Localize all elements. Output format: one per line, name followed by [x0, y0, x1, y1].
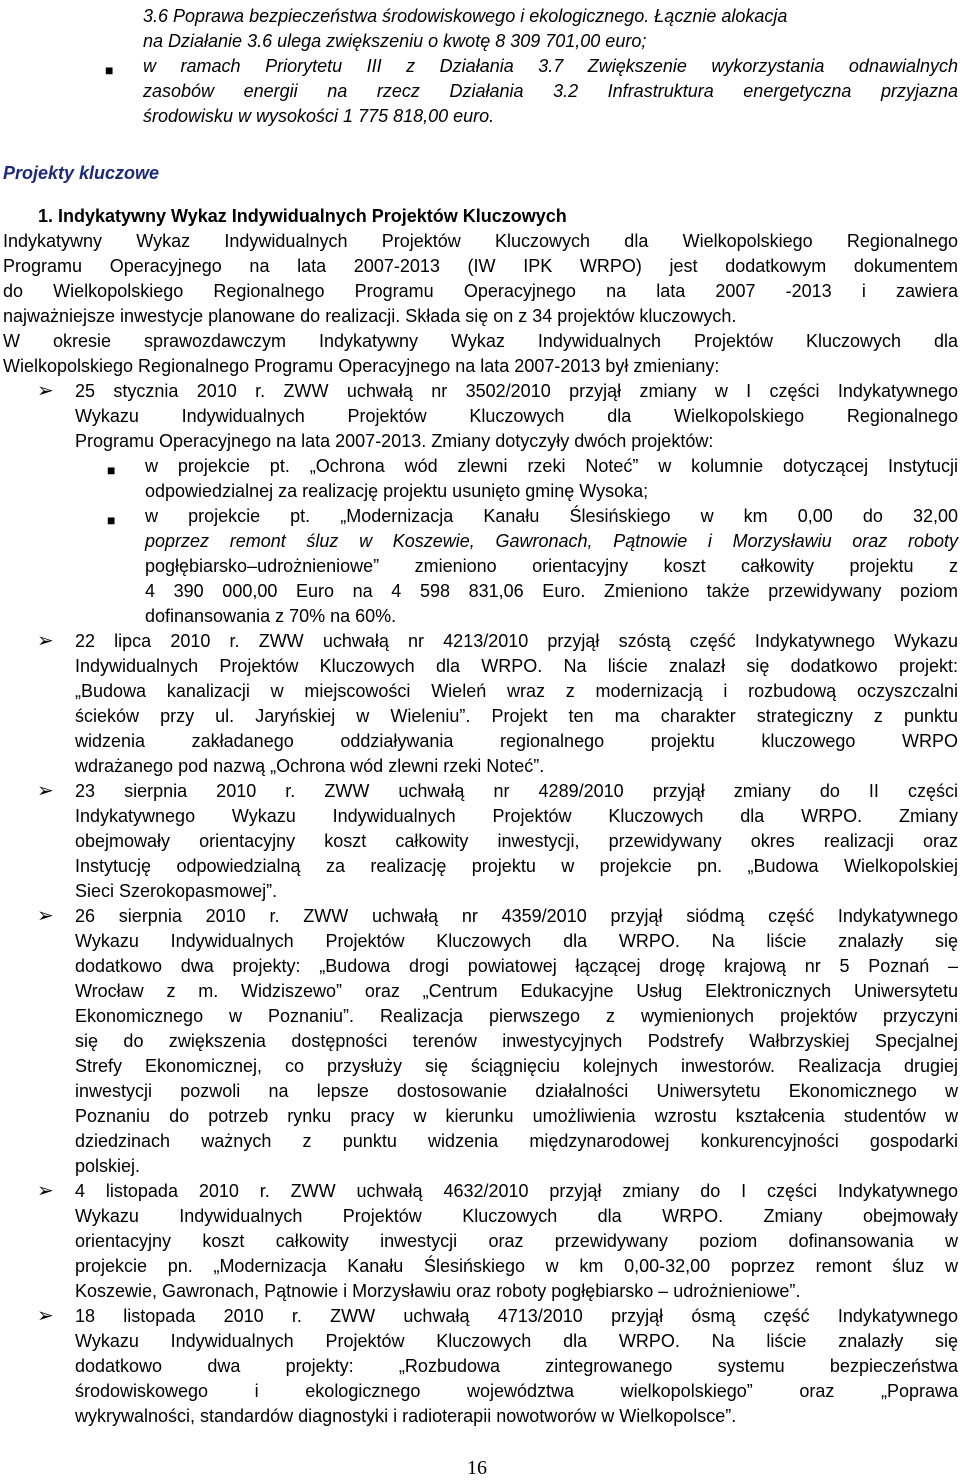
line-text: 4 390 000,00 Euro na 4 598 831,06 Euro. Zmieniono także przewidywany poziom	[145, 581, 958, 601]
line-text: zasobów energii na rzecz Działania 3.2 Infrastruktura energetyczna przyjazna	[143, 81, 958, 101]
line-text: pogłębiarsko–udrożnieniowe” zmieniono orientacyjny koszt całkowity projektu z	[145, 556, 958, 576]
line-text: Sieci Szerokopasmowej”.	[75, 881, 278, 901]
line-text: Wykazu Indywidualnych Projektów Kluczowych dla Wielkopolskiego Regionalnego	[75, 406, 958, 426]
line-text: Wielkopolskiego Regionalnego Programu Operacyjnego na lata 2007-2013 był zmieniany:	[3, 356, 720, 376]
line-text: orientacyjny koszt całkowity inwestycji oraz przewidywany poziom dofinansowania w	[75, 1231, 958, 1251]
line-text: w projekcie pt. „Ochrona wód zlewni rzeki Noteć” w kolumnie dotyczącej Instytucji	[145, 456, 958, 476]
arrow-bullet-icon: ➢	[37, 1305, 54, 1327]
line-text: Koszewie, Gawronach, Pątnowie i Morzysławiu oraz roboty pogłębiarsko – udrożnieniowe”.	[75, 1281, 801, 1301]
line-text: Instytucję odpowiedzialną za realizację projektu w projekcie pn. „Budowa Wielkopolskiej	[75, 856, 958, 876]
page-number: 16	[467, 1457, 487, 1479]
arrow-bullet-icon: ➢	[37, 905, 54, 927]
line-text: dodatkowo dwa projekty: „Rozbudowa zintegrowanego systemu bezpieczeństwa	[75, 1356, 958, 1376]
line-text: Indykatywnego Wykazu Indywidualnych Projektów Kluczowych dla WRPO. Zmiany	[75, 806, 958, 826]
line-text: środowisku w wysokości 1 775 818,00 euro.	[143, 106, 495, 126]
line-text: Programu Operacyjnego na lata 2007-2013 (IW IPK WRPO) jest dodatkowym dokumentem	[3, 256, 958, 276]
line-text: wdrażanego pod nazwą „Ochrona wód zlewni rzeki Noteć”.	[75, 756, 545, 776]
line-text: Strefy Ekonomicznej, co przysłuży się ściągnięciu kolejnych inwestorów. Realizacja drugiej	[75, 1056, 958, 1076]
line-text: 4 listopada 2010 r. ZWW uchwałą 4632/2010 przyjął zmiany do I części Indykatywnego	[75, 1181, 958, 1201]
line-text: polskiej.	[75, 1156, 141, 1176]
line-text: W okresie sprawozdawczym Indykatywny Wykaz Indywidualnych Projektów Kluczowych dla	[3, 331, 958, 351]
line-text: 23 sierpnia 2010 r. ZWW uchwałą nr 4289/2010 przyjął zmiany do II części	[75, 781, 958, 801]
line-text: Wykazu Indywidualnych Projektów Kluczowych dla WRPO. Na liście znalazły się	[75, 1331, 958, 1351]
line-text: Indykatywny Wykaz Indywidualnych Projektów Kluczowych dla Wielkopolskiego Regionalnego	[3, 231, 958, 251]
line-text: się do zwiększenia dostępności terenów inwestycyjnych Podstrefy Wałbrzyskiej Specjalnej	[75, 1031, 958, 1051]
line-text: projekcie pn. „Modernizacja Kanału Ślesińskiego w km 0,00-32,00 poprzez remont śluz w	[75, 1256, 958, 1276]
line-text: Wykazu Indywidualnych Projektów Kluczowych dla WRPO. Zmiany obejmowały	[75, 1206, 958, 1226]
line-text: w projekcie pt. „Modernizacja Kanału Ślesińskiego w km 0,00 do 32,00	[145, 506, 958, 526]
square-bullet-icon: ■	[107, 462, 116, 478]
line-text: najważniejsze inwestycje planowane do realizacji. Składa się on z 34 projektów kluczowych.	[3, 306, 737, 326]
line-text: 25 stycznia 2010 r. ZWW uchwałą nr 3502/2010 przyjął zmiany w I części Indykatywnego	[75, 381, 958, 401]
line-text: Programu Operacyjnego na lata 2007-2013. Zmiany dotyczyły dwóch projektów:	[75, 431, 714, 451]
line-text: odpowiedzialnej za realizację projektu usunięto gminę Wysoka;	[145, 481, 649, 501]
line-text: w ramach Priorytetu III z Działania 3.7 Zwiększenie wykorzystania odnawialnych	[143, 56, 958, 76]
line-text: obejmowały orientacyjny koszt całkowity inwestycji, przewidywany okres realizacji oraz	[75, 831, 958, 851]
line-text: 26 sierpnia 2010 r. ZWW uchwałą nr 4359/2010 przyjął siódmą część Indykatywnego	[75, 906, 958, 926]
line-text: „Budowa kanalizacji w miejscowości Wieleń wraz z modernizacją i rozbudową oczyszczalni	[75, 681, 958, 701]
line-text: Poznaniu do potrzeb rynku pracy w kierunku umożliwienia wzrostu kształcenia studentów w	[75, 1106, 958, 1126]
line-text: widzenia zakładanego oddziaływania regionalnego projektu kluczowego WRPO	[75, 731, 958, 751]
line-text: dodatkowo dwa projekty: „Budowa drogi powiatowej łączącej drogę krajową nr 5 Poznań –	[75, 956, 958, 976]
line-text: środowiskowego i ekologicznego województwa wielkopolskiego” oraz „Poprawa	[75, 1381, 958, 1401]
line-text: 1. Indykatywny Wykaz Indywidualnych Projektów Kluczowych	[38, 206, 567, 226]
line-text: 22 lipca 2010 r. ZWW uchwałą nr 4213/2010 przyjął szóstą część Indykatywnego Wykazu	[75, 631, 958, 651]
line-text: inwestycji pozwoli na lepsze dostosowanie działalności Uniwersytetu Ekonomicznego w	[75, 1081, 958, 1101]
arrow-bullet-icon: ➢	[37, 630, 54, 652]
line-text: na Działanie 3.6 ulega zwiększeniu o kwotę 8 309 701,00 euro;	[143, 31, 647, 51]
line-text: 3.6 Poprawa bezpieczeństwa środowiskowego i ekologicznego. Łącznie alokacja	[143, 6, 788, 26]
line-text: Indywidualnych Projektów Kluczowych dla WRPO. Na liście znalazł się dodatkowo projekt:	[75, 656, 958, 676]
line-text: wykrywalności, standardów diagnostyki i radioterapii nowotworów w Wielkopolsce”.	[75, 1406, 737, 1426]
line-text: Projekty kluczowe	[3, 163, 160, 183]
arrow-bullet-icon: ➢	[37, 1180, 54, 1202]
line-text: dofinansowania z 70% na 60%.	[145, 606, 397, 626]
line-text: do Wielkopolskiego Regionalnego Programu Operacyjnego na lata 2007 -2013 i zawiera	[3, 281, 958, 301]
line-text: ścieków przy ul. Jaryńskiej w Wieleniu”. Projekt ten ma charakter strategiczny z punktu	[75, 706, 958, 726]
square-bullet-icon: ■	[107, 512, 116, 528]
line-text: Ekonomicznego w Poznaniu”. Realizacja pierwszego z wymienionych projektów przyczyni	[75, 1006, 958, 1026]
line-text: 18 listopada 2010 r. ZWW uchwałą 4713/2010 przyjął ósmą część Indykatywnego	[75, 1306, 958, 1326]
line-text: Wrocław z m. Widziszewo” oraz „Centrum Edukacyjne Usług Elektronicznych Uniwersytetu	[75, 981, 958, 1001]
line-text: poprzez remont śluz w Koszewie, Gawronach, Pątnowie i Morzysławiu oraz roboty	[145, 531, 958, 551]
square-bullet-icon: ■	[105, 62, 114, 78]
arrow-bullet-icon: ➢	[37, 780, 54, 802]
line-text: dziedzinach ważnych z punktu widzenia międzynarodowej konkurencyjności gospodarki	[75, 1131, 958, 1151]
line-text: Wykazu Indywidualnych Projektów Kluczowych dla WRPO. Na liście znalazły się	[75, 931, 958, 951]
arrow-bullet-icon: ➢	[37, 380, 54, 402]
